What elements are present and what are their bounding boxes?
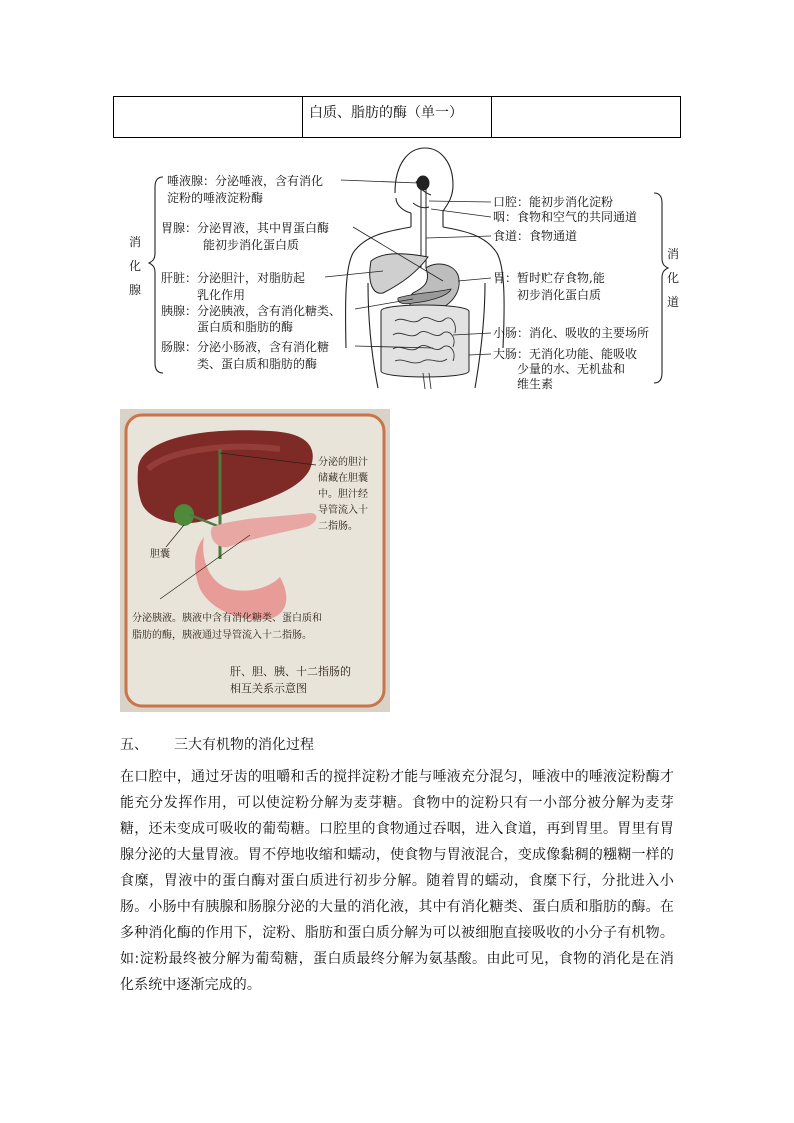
svg-text:胃腺：分泌胃液，其中胃蛋白酶: 胃腺：分泌胃液，其中胃蛋白酶 [161, 221, 330, 235]
svg-text:导管流入十: 导管流入十 [318, 505, 368, 516]
svg-text:脂肪的酶，胰液通过导管流入十二指肠。: 脂肪的酶，胰液通过导管流入十二指肠。 [132, 630, 312, 641]
stomach-drawing [409, 264, 459, 311]
svg-text:初步消化蛋白质: 初步消化蛋白质 [517, 288, 602, 302]
section-heading [120, 734, 314, 754]
svg-text:类、蛋白质和脂肪的酶: 类、蛋白质和脂肪的酶 [197, 357, 318, 371]
svg-text:食道：食物通道: 食道：食物通道 [493, 229, 578, 243]
pharynx-label [493, 209, 637, 224]
svg-text:消: 消 [667, 247, 680, 261]
liver-drawing [370, 254, 428, 293]
svg-text:大肠：无消化功能、能吸收: 大肠：无消化功能、能吸收 [493, 347, 638, 361]
gastric-gland-label [161, 220, 329, 252]
continuation-table [113, 96, 681, 138]
svg-text:化: 化 [129, 259, 142, 273]
svg-text:小肠：消化、吸收的主要场所: 小肠：消化、吸收的主要场所 [493, 326, 650, 340]
svg-text:淀粉的唾液淀粉酶: 淀粉的唾液淀粉酶 [167, 191, 264, 205]
svg-text:肝脏：分泌胆汁，对脂肪起: 肝脏：分泌胆汁，对脂肪起 [161, 271, 306, 285]
svg-text:二指肠。: 二指肠。 [318, 521, 358, 532]
svg-text:中。胆汁经: 中。胆汁经 [318, 489, 368, 500]
digestive-system-diagram [113, 143, 681, 395]
svg-text:口腔：能初步消化淀粉: 口腔：能初步消化淀粉 [493, 195, 614, 209]
intestinal-gland-label [161, 339, 329, 371]
svg-text:能初步消化蛋白质: 能初步消化蛋白质 [203, 238, 300, 252]
small-intestine-label [493, 325, 649, 340]
svg-text:胰腺：分泌胰液，含有消化糖类、: 胰腺：分泌胰液，含有消化糖类、 [161, 304, 342, 318]
gallbladder-label: 胆囊 [150, 549, 170, 560]
tract-group-label [667, 246, 679, 309]
svg-text:化: 化 [667, 271, 680, 285]
section-number: 五、 [120, 737, 148, 753]
svg-text:胃：暂时贮存食物,能: 胃：暂时贮存食物,能 [493, 271, 605, 285]
esophagus-label [493, 228, 577, 243]
stomach-label [493, 270, 605, 302]
svg-text:乳化作用: 乳化作用 [197, 288, 246, 302]
svg-text:相互关系示意图: 相互关系示意图 [230, 682, 307, 695]
svg-text:分泌胰液。胰液中含有消化糖类、蛋白质和: 分泌胰液。胰液中含有消化糖类、蛋白质和 [132, 613, 322, 624]
svg-text:分泌的胆汁: 分泌的胆汁 [318, 457, 368, 468]
large-intestine-label [493, 346, 637, 391]
intestine-drawing [381, 305, 469, 377]
table-cell [114, 97, 303, 138]
gland-group-label [129, 234, 141, 297]
mouth-label [493, 194, 613, 209]
pancreas-label [161, 303, 341, 334]
svg-text:维生素: 维生素 [517, 377, 554, 391]
liver-label [161, 270, 305, 302]
svg-text:肠腺：分泌小肠液，含有消化糖: 肠腺：分泌小肠液，含有消化糖 [161, 340, 330, 354]
tract-brace [654, 193, 668, 383]
svg-text:蛋白质和脂肪的酶: 蛋白质和脂肪的酶 [197, 320, 294, 334]
svg-text:道: 道 [667, 295, 680, 309]
svg-text:咽：食物和空气的共同通道: 咽：食物和空气的共同通道 [493, 210, 638, 224]
liver-pancreas-photo [120, 409, 390, 712]
salivary-gland-label [167, 173, 323, 205]
table-row [114, 97, 681, 138]
svg-text:少量的水、无机盐和: 少量的水、无机盐和 [517, 362, 626, 376]
svg-text:储藏在胆囊: 储藏在胆囊 [318, 473, 368, 484]
body-paragraph: 在口腔中，通过牙齿的咀嚼和舌的搅拌淀粉才能与唾液充分混匀，唾液中的唾液淀粉酶才能充分发挥作用，可以使淀粉分解为麦芽糖。食物中的淀粉只有一小部分被分解为麦芽糖，还未变成可吸收的葡萄糖。口腔里的食物通过吞咽，进入食道，再到胃里。胃里有胃腺分泌的大量胃液。胃不停地收缩和蠕动，使食物与胃液混合，变成像黏稠的糨糊一样的食糜，胃液中的蛋白酶对蛋白质进行初步分解。随着胃的蠕动，食糜下行，分批进入小肠。小肠中有胰腺和肠腺分泌的大量的消化液，其中有消化糖类、蛋白质和脂肪的酶。在多种消化酶的作用下，淀粉、脂肪和蛋白质分解为可以被细胞直接吸收的小分子有机物。如:淀粉最终被分解为葡萄糖，蛋白质最终分解为氨基酸。由此可见，食物的消化是在消化系统中逐渐完成的。 [120, 769, 674, 993]
svg-text:唾液腺：分泌唾液，含有消化: 唾液腺：分泌唾液，含有消化 [167, 174, 324, 188]
svg-text:腺: 腺 [129, 283, 142, 297]
table-cell: 白质、脂肪的酶（单一） [303, 97, 492, 138]
section-title: 三大有机物的消化过程 [174, 737, 314, 753]
esophagus-drawing [413, 176, 431, 268]
table-cell [492, 97, 681, 138]
svg-text:消: 消 [129, 235, 142, 249]
svg-text:肝、胆、胰、十二指肠的: 肝、胆、胰、十二指肠的 [230, 665, 351, 678]
